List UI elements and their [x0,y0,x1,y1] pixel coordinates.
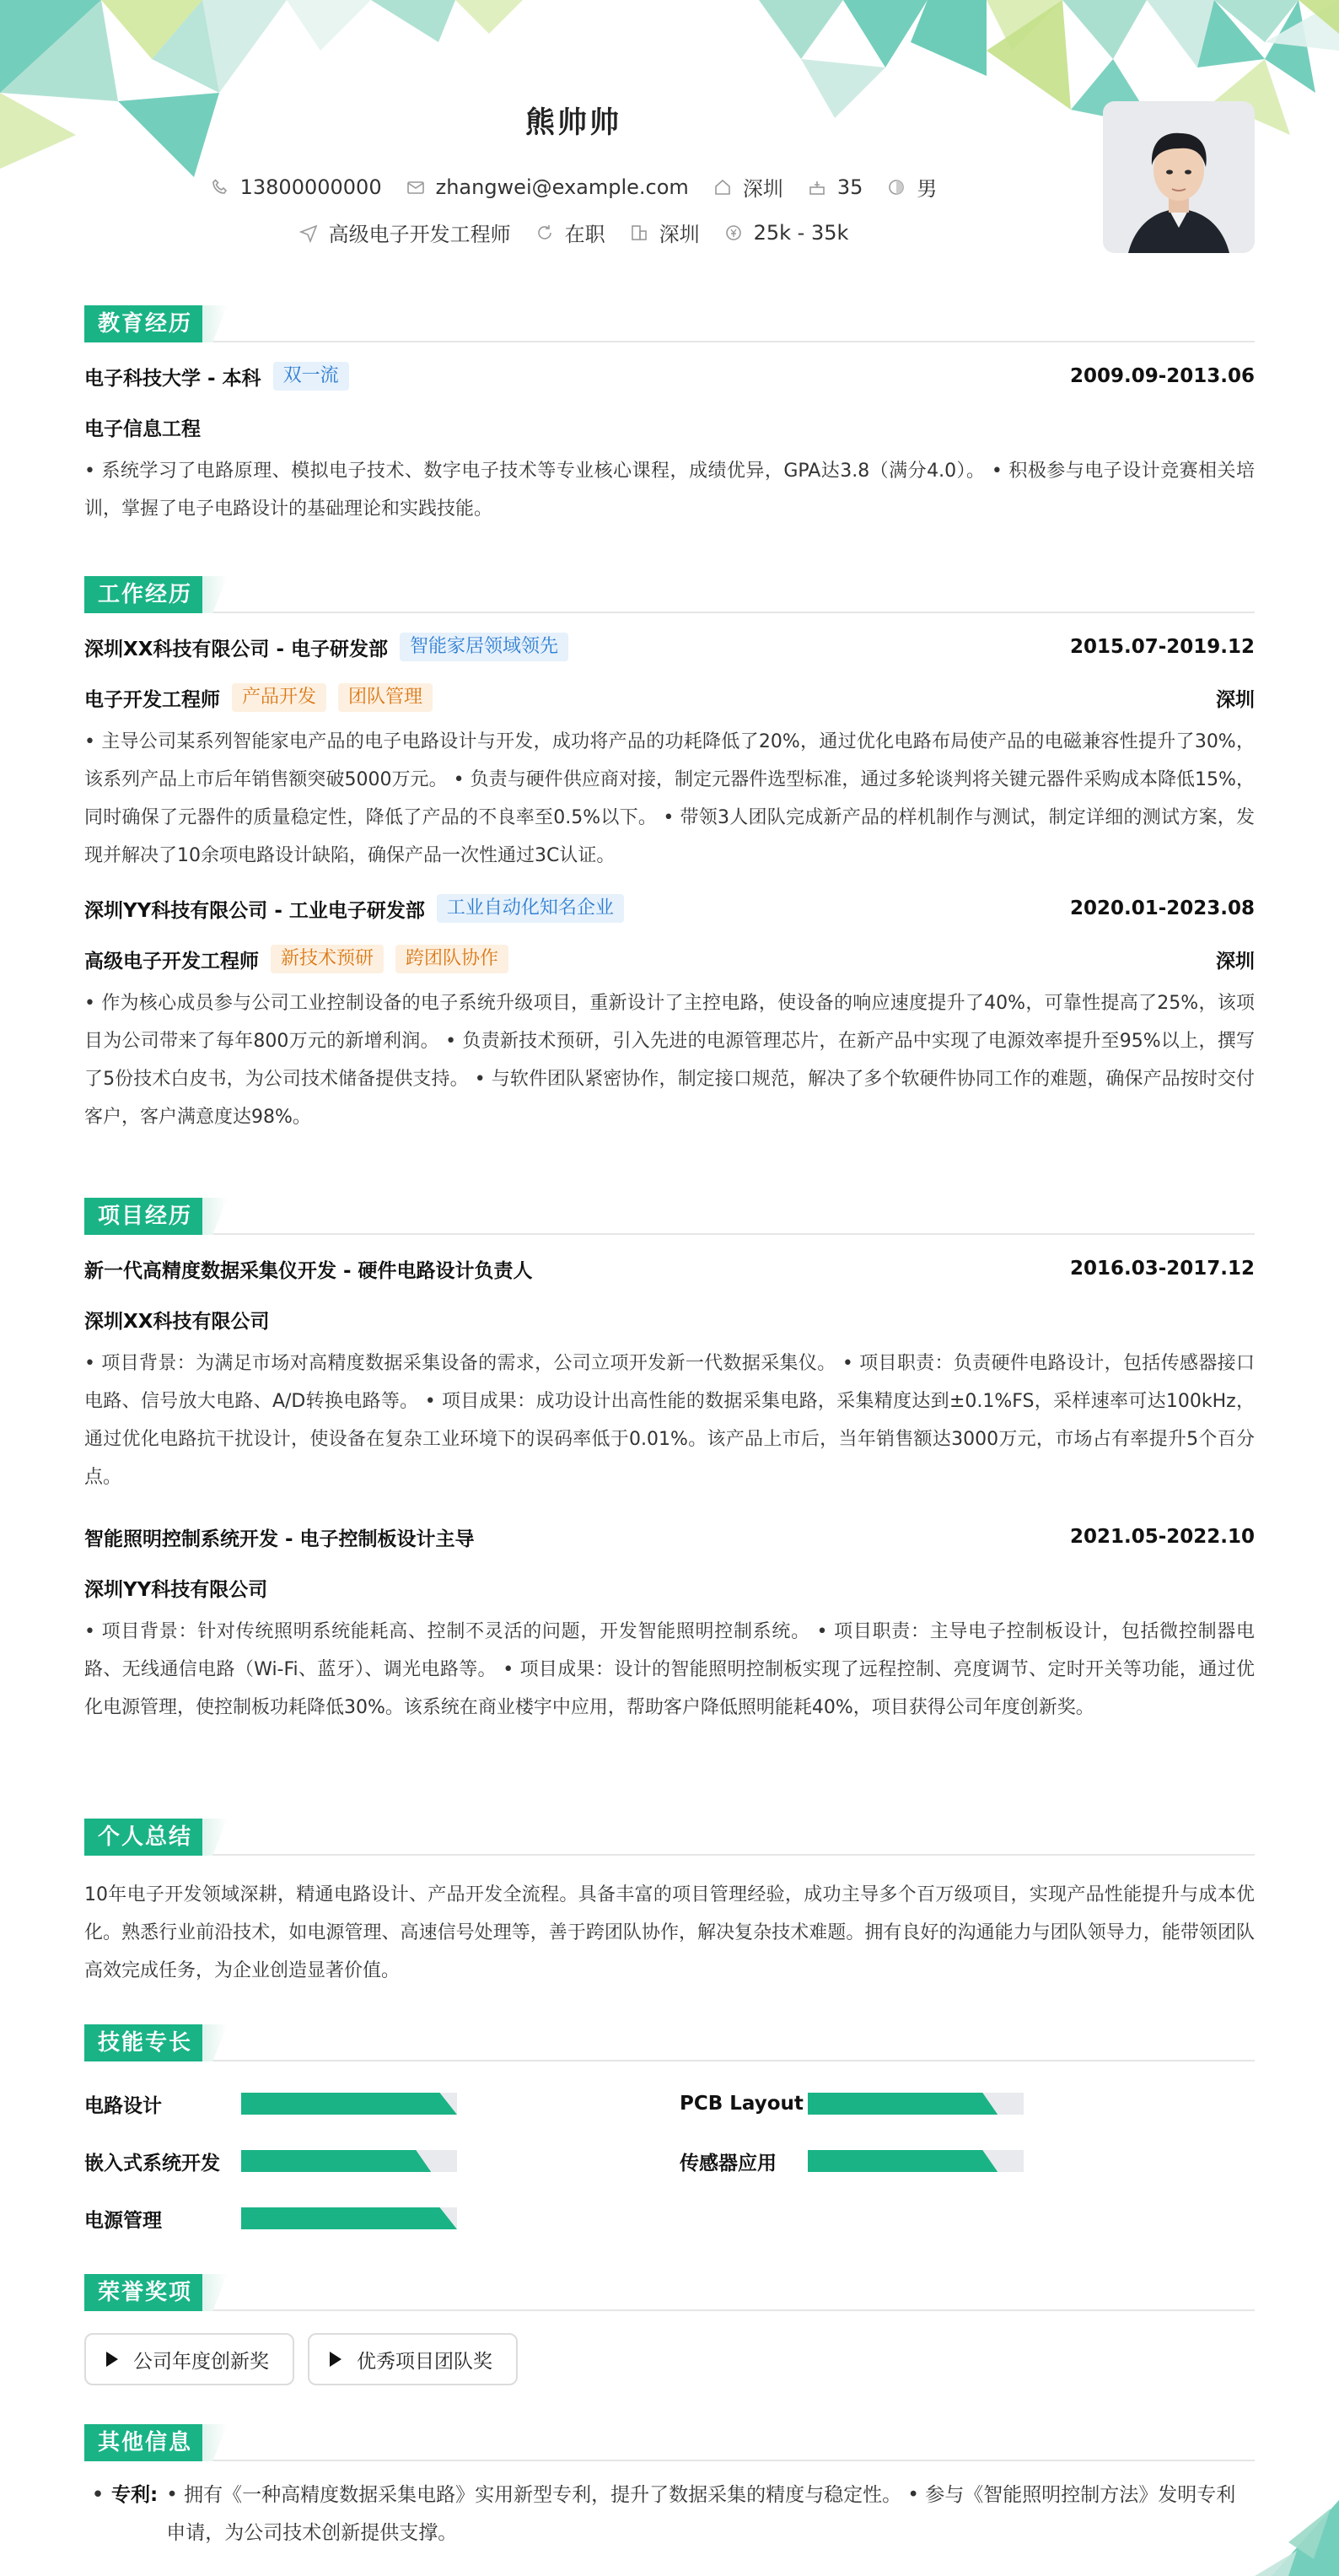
salary-item [723,221,849,245]
target-city-text: 深圳 [659,223,700,246]
city-item [713,172,783,202]
company-name: 深圳XX科技有限公司 - 电子研发部 [84,638,389,660]
other-section-title: 其他信息 [84,2424,211,2461]
role-row [84,944,1255,974]
skill-bar-fill [808,2093,998,2115]
work-description: • 主导公司某系列智能家电产品的电子电路设计与开发，成功将产品的功耗降低了20%，通过优化电路布局使产品的电磁兼容性提升了30%，该系列产品上市后年销售额突破5000万元。 • 负责与硬件供应商对接，制定元器件选型标准，通过多轮谈判将关键元器件采购成本降低15%，同时确保了元器件的质量稳定性，降低了产品的不良率至0.5%以下。 • 带领3人团队完成新产品的样机制作与测试，制定详细的测试方案，发现并解决了10余项电路设计缺陷，确保产品一次性通过3C认证。 [84,731,1255,866]
gender-text: 男 [917,177,938,201]
role-name: 高级电子开发工程师 [84,950,259,973]
work-entry [84,893,1255,1136]
project-period: 2016.03-2017.12 [1069,1258,1255,1280]
award-chip [84,2333,294,2385]
skill-name: 嵌入式系统开发 [84,2152,220,2175]
other-item [84,2476,1255,2552]
home-icon [713,177,733,197]
work-section [84,571,1255,1136]
summary-section [84,1813,1255,1990]
status-item [535,218,605,247]
skill-bar [241,2093,457,2115]
play-icon [330,2352,341,2367]
target-position-item [298,218,511,247]
skill-item [680,2087,1024,2121]
project-description: • 项目背景：为满足市场对高精度数据采集设备的需求，公司立项开发新一代数据采集仪。 • 项目职责：负责硬件电路设计，包括传感器接口电路、信号放大电路、A/D转换电路等。 • 项目成果：成功设计出高性能的数据采集电路，采集精度达到±0.1%FS，采样速率可达100kHz，通过优化电路抗干扰设计，使设备在复杂工业环境下的误码率低于0.01%。该产品上市后，当年销售额达3000万元，市场占有率提升5个百分点。 [84,1353,1255,1488]
skill-item [84,2087,457,2121]
projects-section-title: 项目经历 [84,1198,211,1235]
skill-bar-fill [241,2093,457,2115]
skills-section-header [84,2019,1255,2061]
target-position-text: 高级电子开发工程师 [328,223,511,246]
award-name: 公司年度创新奖 [133,2350,269,2373]
skill-bar-fill [808,2150,998,2172]
awards-section-title: 荣誉奖项 [84,2274,211,2311]
play-icon [106,2352,118,2367]
cake-icon [807,177,827,197]
education-period: 2009.09-2013.06 [1069,365,1255,387]
bullet-icon: • [91,2482,105,2508]
work-entry-header [84,893,1255,924]
skill-item [84,2144,457,2178]
award-chip [308,2333,518,2385]
awards-section [84,2269,1255,2385]
education-section [84,300,1255,528]
age-item [807,175,863,199]
major-name: 电子信息工程 [84,418,201,440]
summary-text: 10年电子开发领域深耕，精通电路设计、产品开发全流程。具备丰富的项目管理经验，成功主导多个百万级项目，实现产品性能提升与成本优化。熟悉行业前沿技术，如电源管理、高速信号处理等，善于跨团队协作，解决复杂技术难题。拥有良好的沟通能力与团队领导力，能带领团队高效完成任务，为企业创造显著价值。 [84,1884,1255,1981]
education-description: • 系统学习了电路原理、模拟电子技术、数字电子技术等专业核心课程，成绩优异，GPA达3.8（满分4.0）。 • 积极参与电子设计竞赛相关培训，掌握了电子电路设计的基础理论和实践技能。 [84,461,1255,520]
project-company-row [84,1304,1255,1334]
footer-decoration [1221,2483,1339,2576]
phone-icon [210,177,230,197]
skill-bar [241,2150,457,2172]
work-period: 2015.07-2019.12 [1069,636,1255,658]
skill-bar-fill [241,2207,457,2229]
project-entry-header [84,1253,1255,1284]
other-section-header [84,2419,1255,2461]
skill-item [680,2144,1024,2178]
company-tag: 智能家居领域领先 [400,633,568,661]
salary-text: 25k - 35k [753,220,849,245]
profile-photo-icon [1103,101,1255,253]
age-text: 35 [836,175,863,199]
other-list [84,2476,1255,2552]
education-section-header [84,300,1255,342]
work-entry [84,632,1255,875]
skill-name: 电源管理 [84,2209,162,2232]
skill-name: PCB Layout [680,2093,804,2115]
title-tail-decoration [202,1198,228,1235]
other-section [84,2419,1255,2552]
email-text: zhangwei@example.com [435,175,689,199]
company-tag: 工业自动化知名企业 [437,894,624,923]
candidate-name: 熊帅帅 [524,106,621,140]
phone-item [210,175,382,199]
other-item-text: • 拥有《一种高精度数据采集电路》实用新型专利，提升了数据采集的精度与稳定性。 • 参与《智能照明控制方法》发明专利申请，为公司技术创新提供支撑。 [166,2484,1236,2544]
title-tail-decoration [202,305,228,342]
project-company: 深圳XX科技有限公司 [84,1310,270,1333]
title-tail-decoration [202,1819,228,1856]
work-section-title: 工作经历 [84,576,211,613]
skill-bar [808,2150,1024,2172]
role-name: 电子开发工程师 [84,688,220,711]
work-description: • 作为核心成员参与公司工业控制设备的电子系统升级项目，重新设计了主控电路，使设备的响应速度提升了40%，可靠性提高了25%，该项目为公司带来了每年800万元的新增利润。 • 负责新技术预研，引入先进的电源管理芯片，在新产品中实现了电源效率提升至95%以上，撰写了5份技术白皮书，为公司技术储备提供支持。 • 与软件团队紧密协作，制定接口规范，解决了多个软硬件协同工作的难题，确保产品按时交付客户，客户满意度达98%。 [84,993,1255,1128]
company-name: 深圳YY科技有限公司 - 工业电子研发部 [84,899,425,922]
awards-section-header [84,2269,1255,2311]
summary-section-header [84,1813,1255,1856]
project-period: 2021.05-2022.10 [1069,1526,1255,1548]
project-entry [84,1253,1255,1496]
mail-icon [406,177,426,197]
title-tail-decoration [202,576,228,613]
summary-section-title: 个人总结 [84,1819,211,1856]
work-location: 深圳 [1216,950,1255,973]
project-description: • 项目背景：针对传统照明系统能耗高、控制不灵活的问题，开发智能照明控制系统。 • 项目职责：主导电子控制板设计，包括微控制器电路、无线通信电路（Wi-Fi、蓝牙）、调光电路等。 • 项目成果：设计的智能照明控制板实现了远程控制、亮度调节、定时开关等功能，通过优化电源管理，使控制板功耗降低30%。该系统在商业楼宇中应用，帮助客户降低照明能耗40%，项目获得公司年度创新奖。 [84,1621,1255,1718]
project-name: 新一代高精度数据采集仪开发 - 硬件电路设计负责人 [84,1259,533,1282]
skills-section [84,2019,1255,2247]
project-company-row [84,1572,1255,1603]
project-company: 深圳YY科技有限公司 [84,1578,268,1601]
role-tag: 产品开发 [232,683,326,712]
building-icon [629,223,649,243]
title-tail-decoration [202,2024,228,2061]
skills-grid [84,2061,1255,2247]
status-text: 在职 [564,223,605,246]
awards-list [84,2333,1255,2385]
skill-bar [241,2207,457,2229]
email-item [406,175,689,199]
school-tag: 双一流 [273,362,349,391]
project-entry-header [84,1522,1255,1552]
contact-info-row [0,172,1147,202]
job-intent-row [0,218,1147,247]
target-city-item [629,218,700,247]
other-item-key: 专利: [111,2484,159,2506]
city-text: 深圳 [742,177,783,201]
project-name: 智能照明控制系统开发 - 电子控制板设计主导 [84,1528,475,1550]
send-icon [298,223,319,243]
avatar [1103,101,1255,253]
education-entry-header [84,361,1255,391]
project-entry [84,1522,1255,1727]
work-period: 2020.01-2023.08 [1069,897,1255,919]
phone-text: 13800000000 [239,175,382,199]
education-section-title: 教育经历 [84,305,211,342]
gender-item [886,172,937,202]
skill-bar [808,2093,1024,2115]
projects-section [84,1193,1255,1727]
work-section-header [84,571,1255,613]
skill-name: 传感器应用 [680,2152,777,2175]
gender-icon [886,177,906,197]
work-location: 深圳 [1216,688,1255,711]
school-name: 电子科技大学 - 本科 [84,367,261,390]
role-tag: 跨团队协作 [395,945,508,973]
skill-bar-fill [241,2150,431,2172]
role-row [84,682,1255,713]
coin-icon [723,223,744,243]
work-entry-header [84,632,1255,662]
role-tag: 团队管理 [338,683,433,712]
role-tag: 新技术预研 [271,945,384,973]
skill-item [84,2201,457,2235]
refresh-icon [535,223,555,243]
projects-section-header [84,1193,1255,1235]
title-tail-decoration [202,2274,228,2311]
title-tail-decoration [202,2424,228,2461]
award-name: 优秀项目团队奖 [357,2350,492,2373]
skill-name: 电路设计 [84,2094,162,2117]
skills-section-title: 技能专长 [84,2024,211,2061]
major-row [84,412,1255,442]
